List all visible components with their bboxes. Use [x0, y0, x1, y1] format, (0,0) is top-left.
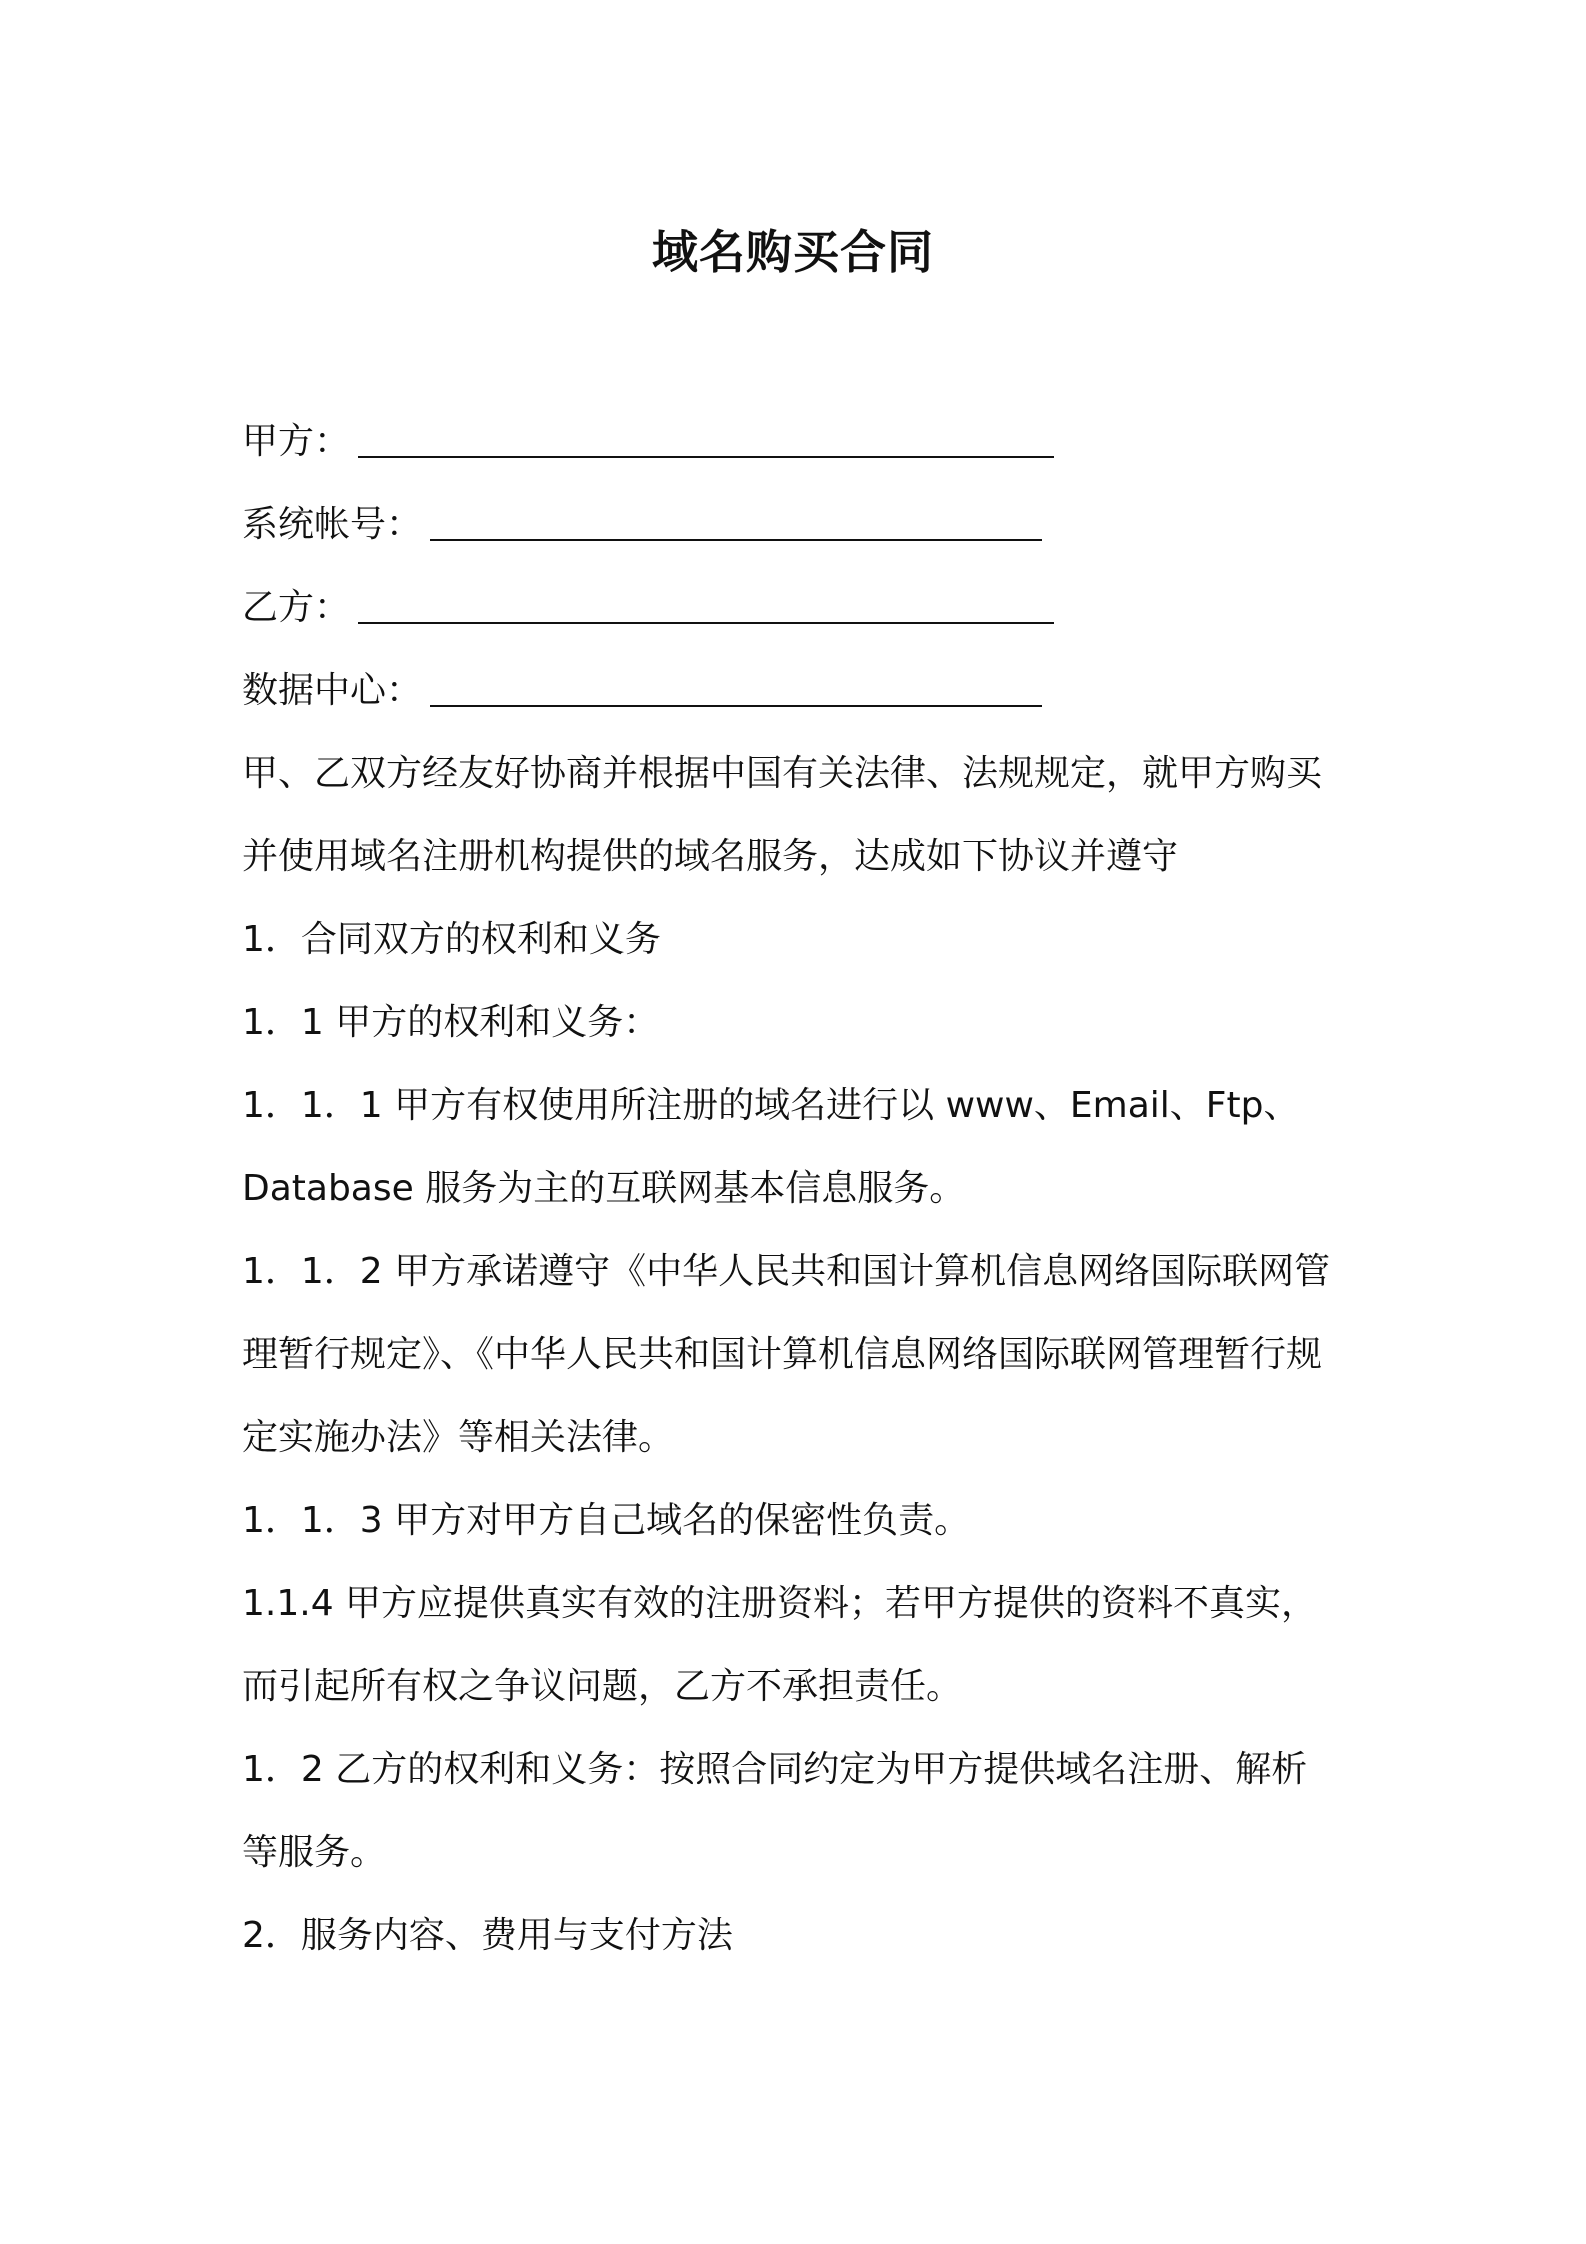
datacenter-blank [430, 661, 1042, 707]
document-title: 域名购买合同 [652, 225, 934, 279]
clause-line: 理暂行规定》、《中华人民共和国计算机信息网络国际联网管理暂行规 [242, 1334, 1323, 1375]
clause-line: 定实施办法》等相关法律。 [242, 1417, 675, 1458]
section-heading: 1．合同双方的权利和义务 [242, 919, 661, 960]
document-body [242, 412, 1362, 1989]
clause-line: 1．1．2 甲方承诺遵守《中华人民共和国计算机信息网络国际联网管 [242, 1251, 1331, 1292]
clause-line: 1．1．1 甲方有权使用所注册的域名进行以 www、Email、Ftp、 [242, 1085, 1300, 1126]
party-a-blank [358, 412, 1054, 458]
account-label: 系统帐号： [242, 504, 423, 545]
account-field [242, 495, 1362, 578]
party-b-label: 乙方： [242, 587, 351, 628]
party-a-field [242, 412, 1362, 495]
datacenter-field [242, 661, 1362, 744]
paragraph-line: 甲、乙双方经友好协商并根据中国有关法律、法规规定，就甲方购买 [242, 753, 1323, 794]
clause-line: 1．1．3 甲方对甲方自己域名的保密性负责。 [242, 1500, 971, 1541]
paragraph-line: 并使用域名注册机构提供的域名服务，达成如下协议并遵守 [242, 836, 1179, 877]
party-a-label: 甲方： [242, 421, 351, 462]
section-heading: 2．服务内容、费用与支付方法 [242, 1915, 733, 1956]
clause-line: 等服务。 [242, 1832, 387, 1873]
clause-line: 1.1.4 甲方应提供真实有效的注册资料；若甲方提供的资料不真实， [242, 1583, 1318, 1624]
party-b-blank [358, 578, 1054, 624]
party-b-field [242, 578, 1362, 661]
clause-line: 而引起所有权之争议问题，乙方不承担责任。 [242, 1666, 963, 1707]
datacenter-label: 数据中心： [242, 670, 423, 711]
account-blank [430, 495, 1042, 541]
clause-line: Database 服务为主的互联网基本信息服务。 [242, 1168, 966, 1209]
subsection-heading: 1．1 甲方的权利和义务： [242, 1002, 660, 1043]
subsection-heading: 1．2 乙方的权利和义务：按照合同约定为甲方提供域名注册、解析 [242, 1749, 1308, 1790]
